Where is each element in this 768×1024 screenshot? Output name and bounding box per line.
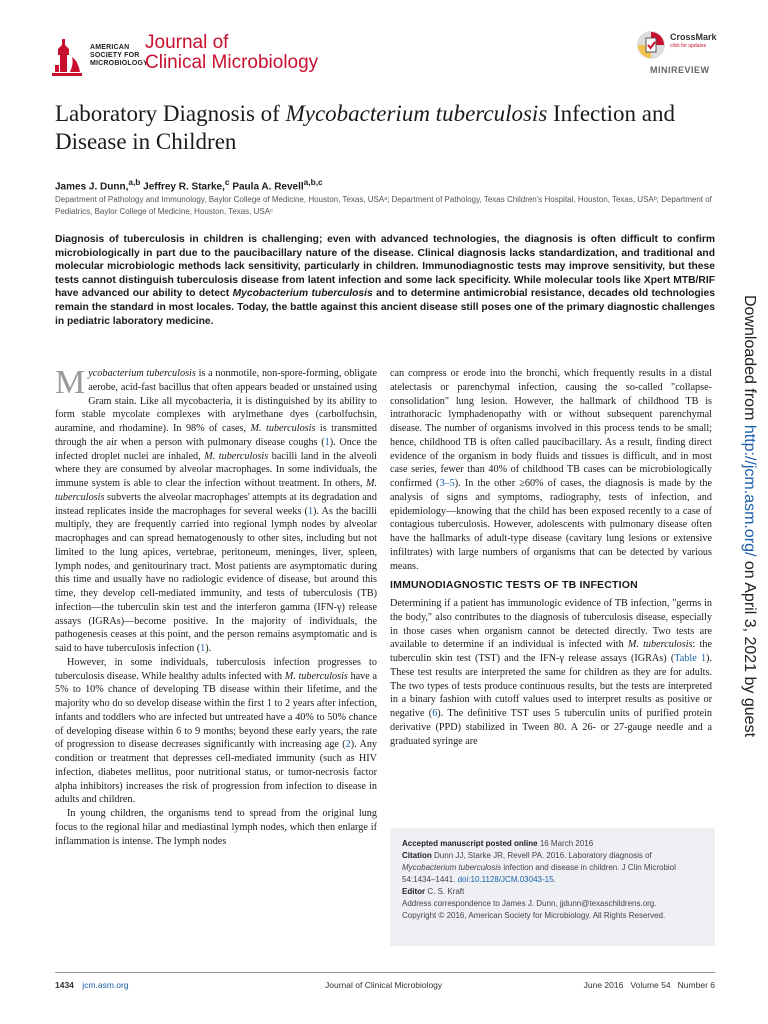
affiliations: Department of Pathology and Immunology, Baylor College of Medicine, Houston, Texas, USAᵃ; Department of Pathology, Texas Children's Hospital, Houston, Texas, USAᵇ; Department of Pediatrics, Baylor College of Medicine, Houston, Texas, USAᶜ [55, 195, 712, 216]
body-paragraph-4 [390, 367, 712, 573]
doi-link[interactable]: doi:10.1128/JCM.03043-15 [457, 875, 554, 884]
c2-text-2: ). In the other ≥60% of cases, the diagnosis is made by the analysis of signs and symptoms, radiography, tests of infection, and epidemiology—knowing that the child has been exposed recently to a case of contagious tuberculosis. However, adolescents with pulmonary disease often have the hallmarks of adult-type disease (cavitary lung lesions or extensive infiltrates) with large numbers of organisms that can be detected by various means. [390, 478, 712, 572]
author-3-affil: a,b,c [303, 177, 323, 187]
p2-text-2: have a 5% to 10% chance of developing TB disease within their lifetime, and the majority who do so develop disease within the first 1 to 2 years after infection, infants and toddlers who are infected but untreated have a 40% to 50% chance of developing disease within 6 to 9 months; beyond these early years, the rate of progression to disease decreases significantly with increasing age ( [55, 670, 377, 751]
article-title [55, 100, 715, 156]
page-number: 1434 [55, 980, 74, 990]
citation-text-1: Dunn JJ, Starke JR, Revell PA. 2016. Laboratory diagnosis of [434, 851, 652, 860]
author-3: Paula A. Revell [229, 181, 304, 193]
crossmark-icon[interactable] [636, 30, 666, 60]
reference-link[interactable]: 2 [345, 739, 351, 751]
society-line-1: AMERICAN [90, 44, 130, 51]
society-line-3: MICROBIOLOGY [90, 60, 149, 67]
journal-name [145, 33, 318, 73]
c3-em-1: M. tuberculosis [627, 639, 693, 651]
author-1-affil: a,b [128, 177, 141, 187]
crossmark-sublabel[interactable]: click for updates [670, 43, 707, 49]
p1-text-6: ). As the bacilli multiply, they are frequently carried into regional lymph nodes by alveolar macrophages and can spread hematogenously to other sites, including but not limited to the lung apices, vertebrae, peritoneum, meninges, liver, spleen, lymph nodes, and genitourinary tract. Most patients are asymptomatic during this time and usually have no radiologic evidence of disease, but around this time, they develop cell-mediated immunity, and tests of tuberculosis (TB) infection—the tuberculin skin test and the interferon gamma (IFN-γ) release assays (IGRAs)—become positive. In the majority of individuals, the pathogenesis ceases at this point, and the person remains asymptomatic and is said to have tuberculosis infection ( [55, 505, 377, 654]
p1-em-4: M. tuberculosis [55, 478, 377, 503]
body-column-1 [55, 364, 378, 848]
accepted-date: 16 March 2016 [539, 839, 594, 848]
body-paragraph-5 [390, 597, 712, 748]
title-text-2: Infection and Disease in Children [55, 101, 675, 154]
download-text-2: on April 3, 2021 by guest [741, 556, 758, 738]
asm-logo-icon [50, 35, 86, 77]
p1-text-5: subverts the alveolar macrophages' attempts at its degradation and instead replicates inside the macrophages for several weeks ( [55, 491, 377, 517]
title-text-1: Laboratory Diagnosis of [55, 101, 286, 126]
author-2: Jeffrey R. Starke, [140, 181, 225, 193]
reference-link[interactable]: 1 [324, 436, 330, 448]
p2-text-1: However, in some individuals, tuberculosis infection progresses to tuberculosis disease. While healthy adults infected with [55, 656, 377, 682]
editor-label: Editor [402, 887, 426, 896]
reference-link[interactable]: 6 [432, 708, 438, 719]
download-link[interactable]: http://jcm.asm.org/ [741, 424, 758, 557]
footer-journal: Journal of Clinical Microbiology [325, 980, 443, 990]
p1-em-3: M. tuberculosis [204, 450, 269, 462]
download-text-1: Downloaded from [741, 295, 758, 425]
citation-organism: Mycobacterium tuberculosis [402, 863, 502, 872]
c3-text-3: ). These test results are interpreted the same for children as they are for adults. The two types of tests produce continuous results, but the tests are interpreted in a binary fashion with cutoff values used to interpret results as positive or negative ( [390, 653, 712, 719]
p2-em-1: M. tuberculosis [284, 670, 348, 682]
citation-text-2: infection and disease in children. J Clin Microbiol 54:1434–1441. [402, 863, 676, 884]
p2-text-3: ). Any condition or treatment that depresses cell-mediated immunity (such as HIV infection, diabetes mellitus, poor nutritional status, or tumor-necrosis factor alpha inhibitors) increases the risk of progression from infection to disease in adults and children. [55, 739, 378, 806]
download-notice [738, 295, 760, 738]
copyright-line: Copyright © 2016, American Society for Microbiology. All Rights Reserved. [402, 911, 666, 920]
p1-text-2: is transmitted through the air when a person with pulmonary disease coughs ( [55, 423, 377, 448]
article-info-box [390, 828, 715, 946]
section-heading: IMMUNODIAGNOSTIC TESTS OF TB INFECTION [390, 579, 638, 592]
body-paragraph-2 [55, 656, 377, 807]
journal-name-line-1: Journal of [145, 32, 229, 53]
table-link[interactable]: Table 1 [674, 653, 707, 664]
body-paragraph-3: In young children, the organisms tend to spread from the original lung focus to the regional hilar and mediastinal lymph nodes, which then enlarge if inflammation is intense. The lymph nodes [55, 808, 377, 847]
citation-line [402, 850, 703, 886]
title-organism: Mycobacterium tuberculosis [285, 101, 548, 126]
correspondence-line: Address correspondence to James J. Dunn, jjdunn@texaschildrens.org. [402, 899, 657, 908]
author-list [55, 177, 323, 192]
editor-name: C. S. Kraft [427, 887, 465, 896]
p1-text-3: ). Once the infected droplet nuclei are inhaled, [55, 436, 377, 462]
society-name [90, 44, 148, 68]
p1-em-2: M. tuberculosis [250, 423, 316, 434]
society-line-2: SOCIETY FOR [90, 52, 140, 59]
accepted-line [402, 838, 703, 850]
footer-divider [55, 972, 715, 973]
abstract-organism: Mycobacterium tuberculosis [232, 288, 373, 300]
reference-link[interactable]: 3–5 [439, 478, 455, 489]
section-label: MINIREVIEW [650, 65, 710, 75]
footer-issue: June 2016 Volume 54 Number 6 [583, 980, 715, 990]
abstract [55, 233, 715, 328]
abstract-text-1: Diagnosis of tuberculosis in children is challenging; even with advanced technologies, the diagnosis is often difficult to confirm microbiologically in part due to the paucibacillary nature of the disease. Clinical diagnosis lacks standardization, and traditional and molecular microbiologic methods lack sensitivity, particularly in children. Immunodiagnostic tests may improve sensitivity, but these tests cannot distinguish tuberculosis disease from latent infection and some lack specificity. While molecular tools like Xpert MTB/RIF have advanced our ability to detect [55, 234, 715, 300]
p1-text-1: is a nonmotile, non-spore-forming, obligate aerobe, acid-fast bacillus that often appears beaded or unstained using Gram stain. Like all mycobacteria, it is distinguished by its ability to form stable mycolate complexes with arylmethane dyes (carbolfuchsin, auramine, and rhodamine). In 98% of cases, [55, 368, 377, 434]
p1-text-7: ). [205, 643, 212, 654]
abstract-text-2: and to determine antimicrobial resistance, decades old technologies remain the standard in most locales. Today, the battle against this ancient disease still poses one of the primary diagnostic challenges in pediatric laboratory medicine. [55, 288, 715, 327]
author-1: James J. Dunn, [55, 181, 129, 193]
p1-em-1: ycobacterium tuberculosis [88, 368, 196, 379]
drop-cap: M [55, 364, 86, 401]
page-footer [55, 980, 715, 990]
crossmark-label[interactable]: CrossMark [670, 32, 717, 42]
accepted-label: Accepted manuscript posted online [402, 839, 538, 848]
body-paragraph-1 [55, 364, 377, 656]
body-column-2 [390, 367, 712, 748]
reference-link[interactable]: 1 [307, 505, 314, 517]
c3-text-2: : the tuberculin skin test (TST) and the IFN-γ release assays (IGRAs) ( [390, 639, 712, 664]
citation-end: . [553, 875, 556, 884]
c3-text-4: ). The definitive TST uses 5 tuberculin units of purified protein derivative (PPD) stabilized in Tween 80. A 26- or 27-gauge needle and a graduated syringe are [390, 708, 712, 747]
journal-name-line-2: Clinical Microbiology [145, 52, 319, 73]
p1-text-4: bacilli land in the alveoli where they are consumed by alveolar macrophages. In some individuals, the immune system is able to clear the infection without treatment. In others, [55, 450, 377, 489]
citation-label: Citation [402, 851, 432, 860]
c2-text-1: can compress or erode into the bronchi, which frequently results in a distal atelectasis or parenchymal infection, causing the so-called "collapse-consolidation" lung lesion. However, the hallmark of childhood TB is intrathoracic lymphadenopathy with or without subsequent parenchymal disease. The number of organisms involved in this process tends to be small; hence, childhood TB is often called paucibacillary. As a result, finding direct evidence of the organism in body fluids and tissues is difficult, and in most case series, fewer than 40% of childhood TB cases can be microbiologically confirmed ( [390, 368, 712, 489]
c3-text-1: Determining if a patient has immunologic evidence of TB infection, "germs in the body," also contributes to the diagnosis of tuberculosis disease, especially in those cases when organism cannot be detected directly. Two tests are available to determine if an individual is infected with [390, 598, 712, 651]
editor-line [402, 886, 703, 898]
author-2-affil: c [224, 177, 230, 187]
reference-link[interactable]: 1 [200, 643, 206, 654]
journal-site-link[interactable]: jcm.asm.org [82, 980, 129, 990]
